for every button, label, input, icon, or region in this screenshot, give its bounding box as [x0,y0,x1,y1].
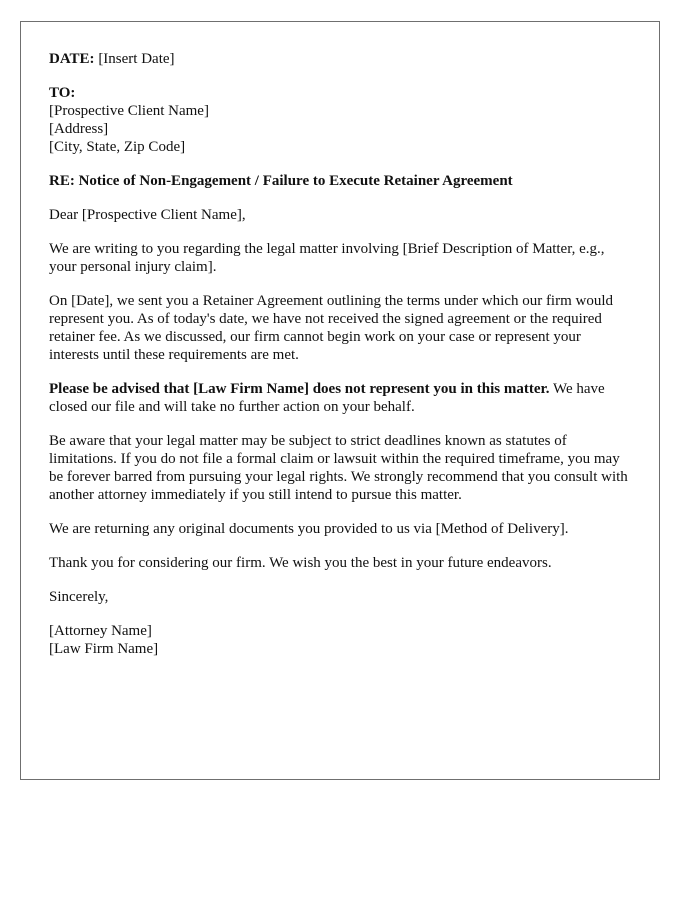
paragraph-documents-returned: We are returning any original documents you provided to us via [Method of Delivery]. [49,521,569,537]
closing: Sincerely, [49,589,109,605]
date-value: [Insert Date] [94,51,175,67]
paragraph-matter: We are writing to you regarding the legal matter involving [Brief Description of Matter, e.g., your personal injury claim]. [49,241,605,275]
recipient-block [49,84,631,156]
salutation: Dear [Prospective Client Name], [49,207,246,223]
recipient-city-state-zip: [City, State, Zip Code] [49,139,186,155]
date-line [49,50,631,68]
letter-page [20,21,660,780]
law-firm-name: [Law Firm Name] [49,641,159,657]
paragraph-thank-you: Thank you for considering our firm. We wish you the best in your future endeavors. [49,555,552,571]
paragraph-retainer: On [Date], we sent you a Retainer Agreement outlining the terms under which our firm would represent you. As of today's date, we have not received the signed agreement or the required retainer fee. As we discussed, our firm cannot begin work on your case or represent your interests until these requirements are met. [49,293,614,363]
attorney-name: [Attorney Name] [49,623,152,639]
signature-block [49,622,631,658]
non-representation-notice: Please be advised that [Law Firm Name] does not represent you in this matter. [49,381,550,397]
file-closed-text: We have closed our file and will take no further action on your behalf. [49,381,605,415]
to-label: TO: [49,85,76,101]
paragraph-non-representation [49,380,631,416]
re-line: RE: Notice of Non-Engagement / Failure to Execute Retainer Agreement [49,173,513,189]
recipient-address: [Address] [49,121,109,137]
paragraph-statute-of-limitations: Be aware that your legal matter may be subject to strict deadlines known as statutes of limitations. If you do not file a formal claim or lawsuit within the required timeframe, you may be forever barred from pursuing your legal rights. We strongly recommend that you consult with another attorney immediately if you still intend to pursue this matter. [49,433,628,503]
date-label: DATE: [49,51,95,67]
recipient-name: [Prospective Client Name] [49,103,209,119]
